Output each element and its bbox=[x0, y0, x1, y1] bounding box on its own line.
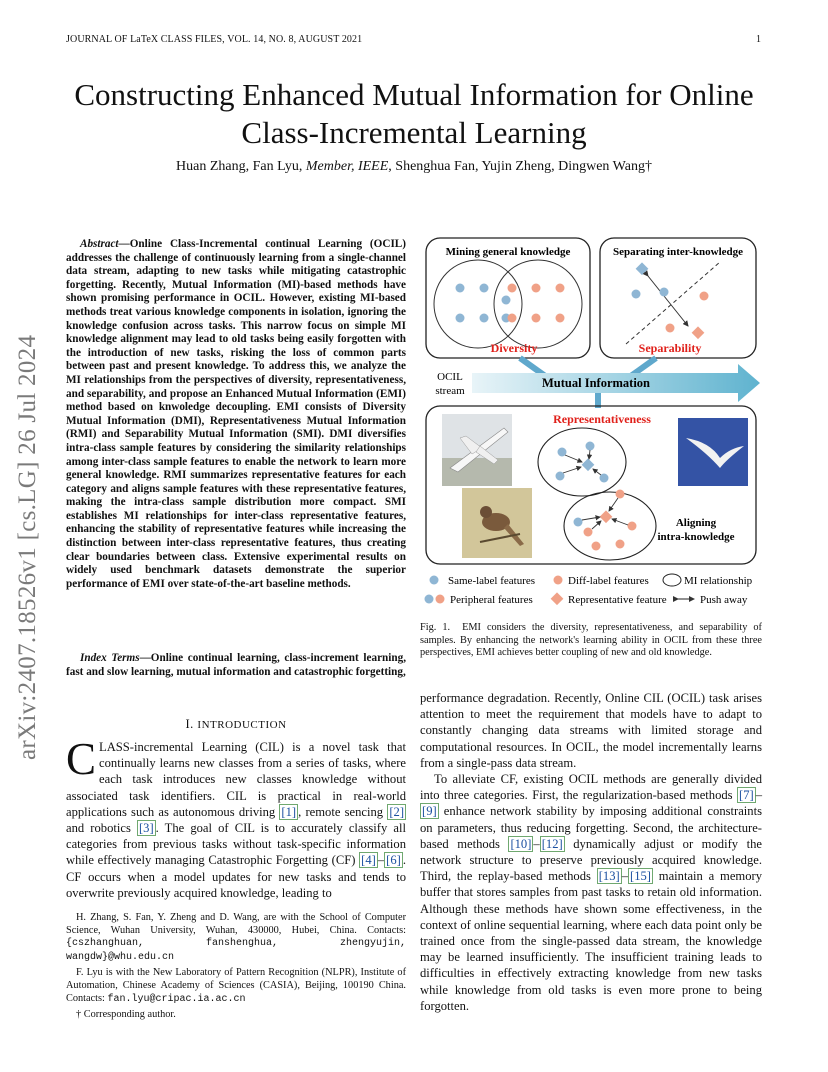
legend-peripheral-swatch-blue bbox=[425, 595, 434, 604]
citation-link[interactable]: [15] bbox=[630, 869, 651, 884]
push-away-arrow bbox=[648, 276, 688, 326]
align-arrow bbox=[565, 455, 582, 462]
caption-text: EMI considers the diversity, representativeness, and separability of samples. By enhancing the network's learning ability in OCIL from these three perspectives, EMI achieves better coupling of new and old knowledge. bbox=[420, 622, 762, 659]
citation-link[interactable]: [13] bbox=[598, 869, 620, 884]
footnotes bbox=[66, 912, 406, 1025]
authors-pre: Huan Zhang, Fan Lyu, bbox=[176, 159, 306, 174]
cluster-blue-dot bbox=[586, 442, 595, 451]
section-number: I. bbox=[185, 717, 194, 731]
right-p2-dash: – bbox=[755, 788, 762, 803]
legend-push-label: Push away bbox=[700, 594, 748, 606]
right-p2-text: To alleviate CF, existing OCIL methods are generally divided into three categories. First, the regularization-based methods bbox=[420, 772, 762, 803]
mutual-information-label: Mutual Information bbox=[542, 376, 650, 390]
citation-link[interactable]: [2] bbox=[389, 804, 405, 819]
mining-label: Mining general knowledge bbox=[445, 246, 571, 258]
intro-p1: LASS-incremental Learning (CIL) is a novel task that continually learns new classes from a series of tasks, where each task introduces new classes knowledge without associated task identifiers. CIL is practical in real-world applications such as autonomous driving bbox=[66, 740, 406, 819]
bird-photo bbox=[462, 488, 532, 558]
legend-same-swatch bbox=[430, 576, 439, 585]
footnote-affiliation-2 bbox=[66, 967, 406, 1006]
citation-link[interactable]: [12] bbox=[541, 836, 563, 851]
aligning-label-2: intra-knowledge bbox=[657, 531, 735, 543]
authors-member: Member, IEEE bbox=[305, 159, 389, 174]
peripheral-dot-blue bbox=[502, 296, 511, 305]
caption-label: Fig. 1. bbox=[420, 622, 451, 633]
figure-1 bbox=[420, 232, 762, 612]
cluster-salmon-dot bbox=[592, 542, 601, 551]
align-arrow bbox=[592, 521, 601, 529]
cluster-salmon-dot bbox=[616, 540, 625, 549]
representativeness-label: Representativeness bbox=[553, 412, 651, 426]
cluster-salmon-dot bbox=[628, 522, 637, 531]
index-terms-lead: Index Terms bbox=[80, 652, 140, 664]
diversity-label: Diversity bbox=[490, 341, 538, 355]
right-p2-text: dynamically adjust or modify the network structure to preserve previously acquired knowledge. Third, the replay-based methods bbox=[420, 836, 762, 884]
align-arrow bbox=[612, 519, 628, 525]
venn-left-circle bbox=[434, 260, 522, 348]
diff-label-dot bbox=[556, 314, 565, 323]
align-arrow bbox=[593, 469, 601, 475]
ocil-label-1: OCIL bbox=[437, 371, 463, 383]
cluster-salmon-dot bbox=[584, 528, 593, 537]
legend-mi-label: MI relationship bbox=[684, 575, 753, 587]
running-header: JOURNAL OF LaTeX CLASS FILES, VOL. 14, NO. 8, AUGUST 2021 bbox=[66, 34, 363, 45]
figure-1-diagram bbox=[420, 232, 762, 612]
citation-link[interactable]: [4] bbox=[361, 853, 376, 868]
footnote-1-text: H. Zhang, S. Fan, Y. Zheng and D. Wang, are with the School of Computer Science, Wuhan University, Wuhan, 430000, Hubei, China. Contacts: bbox=[66, 912, 406, 936]
intro-p6: . CF occurs when a model updates for new tasks and tends to overwrite previously acquired knowledge, leading to bbox=[66, 853, 406, 900]
legend-peripheral-label: Peripheral features bbox=[450, 594, 533, 606]
representative-diamond-salmon bbox=[692, 326, 705, 339]
intro-p5: – bbox=[377, 853, 385, 868]
intro-p2: , remote sencing bbox=[298, 804, 388, 819]
separability-label: Separability bbox=[638, 341, 702, 355]
same-label-dot bbox=[480, 314, 489, 323]
citation-link[interactable]: [6] bbox=[386, 853, 401, 868]
figure-caption bbox=[420, 622, 762, 660]
citation-link[interactable]: [10] bbox=[510, 836, 532, 851]
peripheral-dot-salmon bbox=[508, 314, 517, 323]
seagull-photo bbox=[678, 418, 748, 486]
same-label-dot bbox=[480, 284, 489, 293]
feature-dot-blue bbox=[632, 290, 641, 299]
abstract-lead: Abstract bbox=[80, 238, 119, 250]
authors-post: , Shenghua Fan, Yujin Zheng, Dingwen Wang† bbox=[388, 159, 652, 174]
feature-dot-salmon bbox=[666, 324, 675, 333]
align-arrow bbox=[609, 498, 618, 511]
intro-paragraph bbox=[66, 734, 406, 901]
footnote-2-text: F. Lyu is with the New Laboratory of Pattern Recognition (NLPR), Institute of Automation, Chinese Academy of Sciences (CASIA), Beijing, 100190 China. Contacts: bbox=[66, 967, 406, 1004]
separating-label: Separating inter-knowledge bbox=[612, 246, 744, 258]
footnote-corresponding: † Corresponding author. bbox=[76, 1009, 176, 1021]
intro-p4: . The goal of CIL is to accurately classify all categories from previous tasks without task-specific information while effectively managing Catastrophic Forgetting (CF) bbox=[66, 821, 406, 868]
author-list bbox=[60, 159, 768, 175]
drop-cap: C bbox=[66, 734, 97, 784]
feature-dot-salmon bbox=[700, 292, 709, 301]
align-arrow bbox=[563, 467, 581, 473]
section-heading bbox=[66, 717, 406, 732]
legend-diff-swatch bbox=[554, 576, 563, 585]
right-paragraph-2 bbox=[420, 771, 762, 1014]
citation-link[interactable]: [9] bbox=[422, 804, 437, 819]
legend-mi-swatch bbox=[663, 574, 681, 586]
legend-same-label: Same-label features bbox=[448, 575, 536, 587]
index-terms-text: —Online continual learning, class-increment learning, fast and slow learning, mutual information and catastrophic forgetting, bbox=[66, 652, 406, 678]
diff-label-dot bbox=[532, 284, 541, 293]
footnote-affiliation-1 bbox=[66, 912, 406, 964]
right-p2-text: enhance network stability by imposing additional constraints on parameters, thus reducing forgetting. Second, the architecture-based methods bbox=[420, 804, 762, 851]
index-terms bbox=[66, 652, 406, 679]
diff-label-dot bbox=[556, 284, 565, 293]
abstract-text: —Online Class-Incremental continual Learning (OCIL) addresses the challenge of continuously learning from a single-channel data stream, adapting to new tasks while mitigating catastrophic forgetting. Recently, Mutual Information (MI)-based methods have shown promising performance in OCIL. However, existing MI-based methods treat various knowledge components in isolation, ignoring the knowledge confusion across tasks. This narrow focus on simple MI knowledge alignment may lead to old tasks being easily forgotten with the introduction of new tasks, risking the loss of common parts between past and present knowledge. To address this, we analyze the MI relationships from the perspectives of diversity, representativeness, and separability, and propose an Enhanced Mutual Information (EMI) method based on knwoledge decoupling. EMI consists of Diversity Mutual Information (DMI), Representativeness Mutual Information (RMI) and Separability Mutual Information (SMI). DMI diversifies intra-class sample features by considering the similarity relationships among inter-class sample features to enable the network to learn more general knowledge. RMI summarizes representative features for each category and aligns sample features with these representative features, making the intra-class sample distribution more compact. SMI establishes MI relationships for inter-class representative features, enhancing the stability of representative features while increasing the distinction between inter-class representative features, thus creating clear boundaries between class. Extensive experimental results on widely used benchmark datasets demonstrate the superior performance of EMI over state-of-the-art baseline methods. bbox=[66, 238, 406, 590]
legend-representative-label: Representative feature bbox=[568, 594, 667, 606]
legend-representative-swatch bbox=[551, 592, 564, 605]
peripheral-dot-salmon bbox=[508, 284, 517, 293]
cluster-blue-representative bbox=[582, 458, 595, 471]
align-arrow bbox=[589, 450, 590, 459]
cluster-peripheral-dot bbox=[574, 518, 583, 527]
intro-continued bbox=[420, 690, 762, 1014]
diff-label-dot bbox=[532, 314, 541, 323]
right-paragraph-1: performance degradation. Recently, Online CIL (OCIL) task arises attention to meet the requirement that models have to adapt to constantly changing data streams with limited storage and computational resources. In OCIL, the model incrementally learns from a single-pass data stream. bbox=[420, 691, 762, 770]
ocil-label-2: stream bbox=[435, 385, 465, 397]
paper-title: Constructing Enhanced Mutual Information for Online Class-Incremental Learning bbox=[74, 77, 754, 150]
right-p2-dash: – bbox=[533, 836, 540, 851]
page-number: 1 bbox=[756, 34, 761, 45]
section-name: INTRODUCTION bbox=[197, 719, 287, 731]
footnote-1-emails: {cszhanghuan, fanshenghua, zhengyujin, wangdw}@whu.edu.cn bbox=[66, 938, 406, 963]
same-label-dot bbox=[456, 314, 465, 323]
cluster-salmon-dot bbox=[616, 490, 625, 499]
citation-link[interactable]: [1] bbox=[281, 804, 297, 819]
representative-diamond-blue bbox=[636, 262, 649, 275]
feature-dot-blue bbox=[660, 288, 669, 297]
arxiv-stamp: arXiv:2407.18526v1 [cs.LG] 26 Jul 2024 bbox=[14, 334, 41, 760]
cluster-salmon-representative bbox=[600, 510, 613, 523]
footnote-2-email: fan.lyu@cripac.ia.ac.cn bbox=[107, 993, 246, 1005]
align-arrow bbox=[582, 517, 600, 520]
separation-boundary bbox=[626, 262, 720, 344]
legend-peripheral-swatch-salmon bbox=[436, 595, 445, 604]
right-p2-text: maintain a memory buffer that stores samples from past tasks to retain old information. Although these methods have shown some effectiveness, in the context of online sequential learning, where each data point only be trained once from the single-passed data stream, the knowledge may be learned insufficiently. The insufficient training leads to difficulties in effectively extracting knowledge from new tasks while knowledge from old tasks is even more prone to being forgotten. bbox=[420, 869, 762, 1013]
aligning-label-1: Aligning bbox=[675, 517, 717, 529]
airplane-photo bbox=[442, 414, 512, 486]
citation-link[interactable]: [3] bbox=[138, 821, 154, 836]
citation-link[interactable]: [7] bbox=[739, 788, 754, 803]
legend-diff-label: Diff-label features bbox=[568, 575, 649, 587]
abstract bbox=[66, 238, 406, 591]
right-p2-dash: – bbox=[621, 869, 628, 884]
intro-p3: and robotics bbox=[66, 821, 137, 836]
same-label-dot bbox=[456, 284, 465, 293]
